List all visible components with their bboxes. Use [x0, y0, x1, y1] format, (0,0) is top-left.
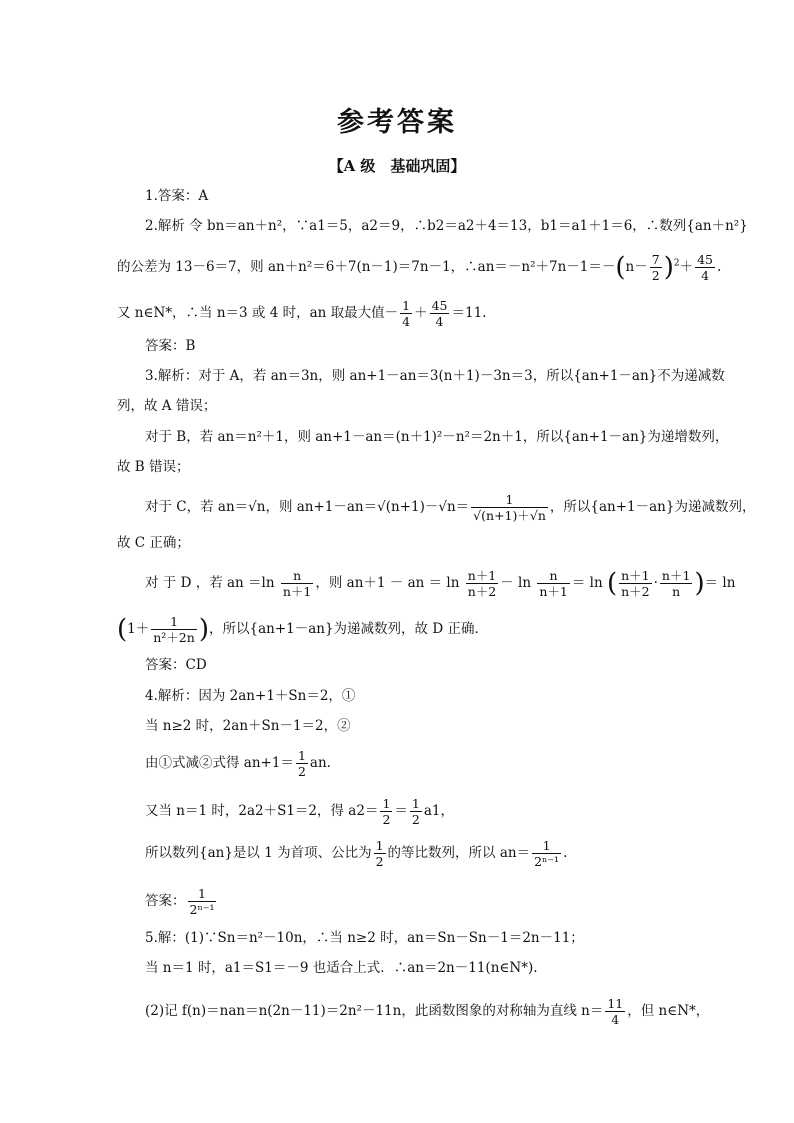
text-span: 对于 C，若 an＝√n，则 an+1－an＝√(n+1)－√n＝ [145, 499, 470, 515]
fraction-7-2 [650, 252, 662, 283]
denominator: 4 [435, 314, 444, 329]
numerator: 1 [382, 796, 391, 811]
text-span: 又当 n＝1 时，2a2＋S1＝2，得 a2＝ [145, 803, 379, 819]
denominator: n [672, 584, 681, 599]
text-span: ＝ [394, 803, 408, 819]
solution-5-line-3 [145, 996, 709, 1027]
answer-3: 答案：CD [145, 657, 207, 673]
text-span: 对 于 D ，若 an ＝ln [145, 575, 275, 591]
text-span: 的等比数列，所以 an＝ [387, 845, 531, 861]
inner-one: 1＋ [127, 621, 150, 637]
text-span: ，则 an＋1 － an ＝ ln [315, 575, 460, 591]
solution-3-line-3: 对于 B，若 an＝n²＋1，则 an+1－an＝(n＋1)²－n²＝2n＋1，所以{an+1－an}为递增数列， [145, 429, 729, 445]
text-span: ，所以{an+1－an}为递减数列， [549, 499, 756, 515]
answer-1: 1.答案：A [145, 188, 209, 204]
denominator: n＋1 [282, 584, 312, 599]
fraction-n-np1 [281, 568, 314, 599]
text-span: a1， [423, 803, 454, 819]
paren-open: ( [117, 614, 128, 645]
denominator: 2 [382, 812, 391, 827]
denominator: n＋2 [467, 584, 497, 599]
text-span: ，但 n∈N*， [627, 1003, 710, 1019]
solution-4-line-1: 4.解析：因为 2an+1＋Sn＝2，① [145, 688, 356, 704]
fraction-45-4 [695, 252, 715, 283]
solution-2-line-1: 2.解析 令 bn＝an＋n²，∵a1＝5，a2＝9，∴b2＝a2＋4＝13，b1＝a1＋1＝6，∴数列{an＋n²} [145, 218, 748, 234]
answer-2: 答案：B [145, 338, 196, 354]
solution-3-line-1: 3.解析：对于 A，若 an＝3n，则 an+1－an＝3(n＋1)－3n＝3，所以{an+1－an}不为递减数 [145, 368, 725, 384]
text-span: an. [309, 755, 331, 771]
denominator: 2ⁿ⁻¹ [534, 854, 560, 869]
numerator: 11 [607, 996, 624, 1011]
solution-4-line-2: 当 n≥2 时，2an＋Sn－1＝2，② [145, 718, 351, 734]
fraction-np1-n [660, 568, 693, 599]
fraction-half-b [380, 796, 392, 827]
paren-open: ( [606, 568, 618, 599]
solution-3-line-5 [145, 492, 755, 523]
solution-4-line-4 [145, 796, 454, 827]
solution-4-line-3 [145, 748, 331, 779]
solution-2-line-3: 又 n∈N*，∴当 n＝3 或 4 时，an 取最大值－ $\frac{1}{4}$ ＋ $\frac{45}{4}$ ＝11. [117, 298, 487, 329]
text-span: ＝ ln [571, 575, 603, 591]
fraction-1-4 [400, 298, 412, 329]
solution-5-line-1: 5.解：(1)∵Sn＝n²－10n，∴当 n≥2 时，an＝Sn－Sn－1＝2n－11； [145, 930, 584, 946]
numerator: n＋1 [661, 568, 691, 583]
fraction-n-np1-b [537, 568, 570, 599]
numerator: 45 [431, 298, 448, 313]
text-span: (2)记 f(n)＝nan＝n(2n－11)＝2n²－11n，此函数图象的对称轴为直线 n＝ [145, 1003, 604, 1019]
numerator: n＋1 [467, 568, 497, 583]
denominator: 2 [375, 854, 384, 869]
solution-5-line-2: 当 n＝1 时，a1＝S1＝－9 也适合上式．∴an＝2n－11(n∈N*). [145, 960, 538, 976]
fraction-1-n2 [151, 614, 197, 645]
page-title: 参考答案 [337, 107, 457, 138]
denominator: n＋2 [621, 584, 650, 599]
numerator: 1 [532, 838, 561, 854]
numerator: 1 [375, 838, 384, 853]
fraction-np1-np2-b [619, 568, 652, 599]
paren-close: ) [663, 252, 674, 283]
dot: · [653, 575, 658, 591]
solution-4-line-5 [145, 838, 567, 869]
paren-expr: n－ [625, 259, 648, 275]
numerator: 7 [651, 252, 660, 267]
numerator: 1 [471, 492, 548, 508]
denominator: n²＋2n [153, 630, 195, 645]
solution-3-line-7 [145, 568, 735, 599]
numerator: 1 [151, 614, 197, 630]
denominator: √(n+1)＋√n [473, 508, 546, 523]
text-span: 由①式减②式得 an+1＝ [145, 755, 294, 771]
numerator: n [537, 568, 570, 584]
denominator: 4 [611, 1012, 620, 1027]
fraction-sqrt [471, 492, 548, 523]
numerator: n＋1 [621, 568, 650, 583]
numerator: 1 [402, 298, 411, 313]
denominator: 4 [701, 268, 710, 283]
fraction-half [296, 748, 308, 779]
fraction-11-4 [605, 996, 625, 1027]
numerator: 1 [297, 748, 306, 763]
text-span: 所以数列{an}是以 1 为首项、公比为 [145, 845, 372, 861]
square-exp: 2 [673, 258, 680, 269]
paren-close: ) [198, 614, 209, 645]
text-span: ＋ [679, 259, 694, 275]
answer-4 [145, 886, 218, 917]
fraction-45-4-b [430, 298, 450, 329]
numerator: n [281, 568, 314, 584]
denominator: 4 [402, 314, 411, 329]
paren-open: ( [615, 252, 626, 283]
solution-3-line-6: 故 C 正确； [117, 535, 190, 551]
denominator: 2ⁿ⁻¹ [189, 902, 215, 917]
fraction-np1-np2 [466, 568, 499, 599]
text-span: . [563, 845, 568, 861]
fraction-1-2n1 [532, 838, 561, 869]
numerator: 45 [697, 252, 713, 267]
solution-2-line-2: 的公差为 13－6＝7，则 an＋n²＝6＋7(n－1)＝7n－1，∴an＝－n²＋7n－1＝－(n－ $\frac{7}{2}$ )$^2$＋ $\frac{45}{4}$ . [117, 252, 722, 283]
text-span: ，所以{an+1－an}为递减数列，故 D 正确． [208, 621, 488, 637]
numerator: 1 [188, 886, 217, 902]
denominator: 2 [651, 268, 660, 283]
text-span: 又 n∈N*，∴当 n＝3 或 4 时，an 取最大值－ [117, 305, 399, 321]
denominator: 2 [297, 764, 306, 779]
text-span: ＝ ln [704, 575, 736, 591]
numerator: 1 [411, 796, 420, 811]
fraction-half-d [374, 838, 386, 869]
solution-3-line-4: 故 B 错误； [117, 459, 190, 475]
solution-3-line-8 [117, 614, 488, 645]
solution-3-line-2: 列，故 A 错误； [117, 398, 217, 414]
denominator: 2 [411, 812, 420, 827]
section-heading: 【A 级 基础巩固】 [328, 157, 466, 175]
denominator: n＋1 [539, 584, 568, 599]
text-span: 的公差为 13－6＝7，则 an＋n²＝6＋7(n－1)＝7n－1，∴an＝－n²＋7n－1＝－ [117, 259, 616, 275]
text-span: 答案： [145, 893, 186, 909]
text-span: － ln [500, 575, 532, 591]
paren-close: ) [694, 568, 705, 599]
text-span: ＝11. [451, 305, 487, 321]
fraction-half-c [410, 796, 422, 827]
fraction-1-2n1-b [188, 886, 217, 917]
